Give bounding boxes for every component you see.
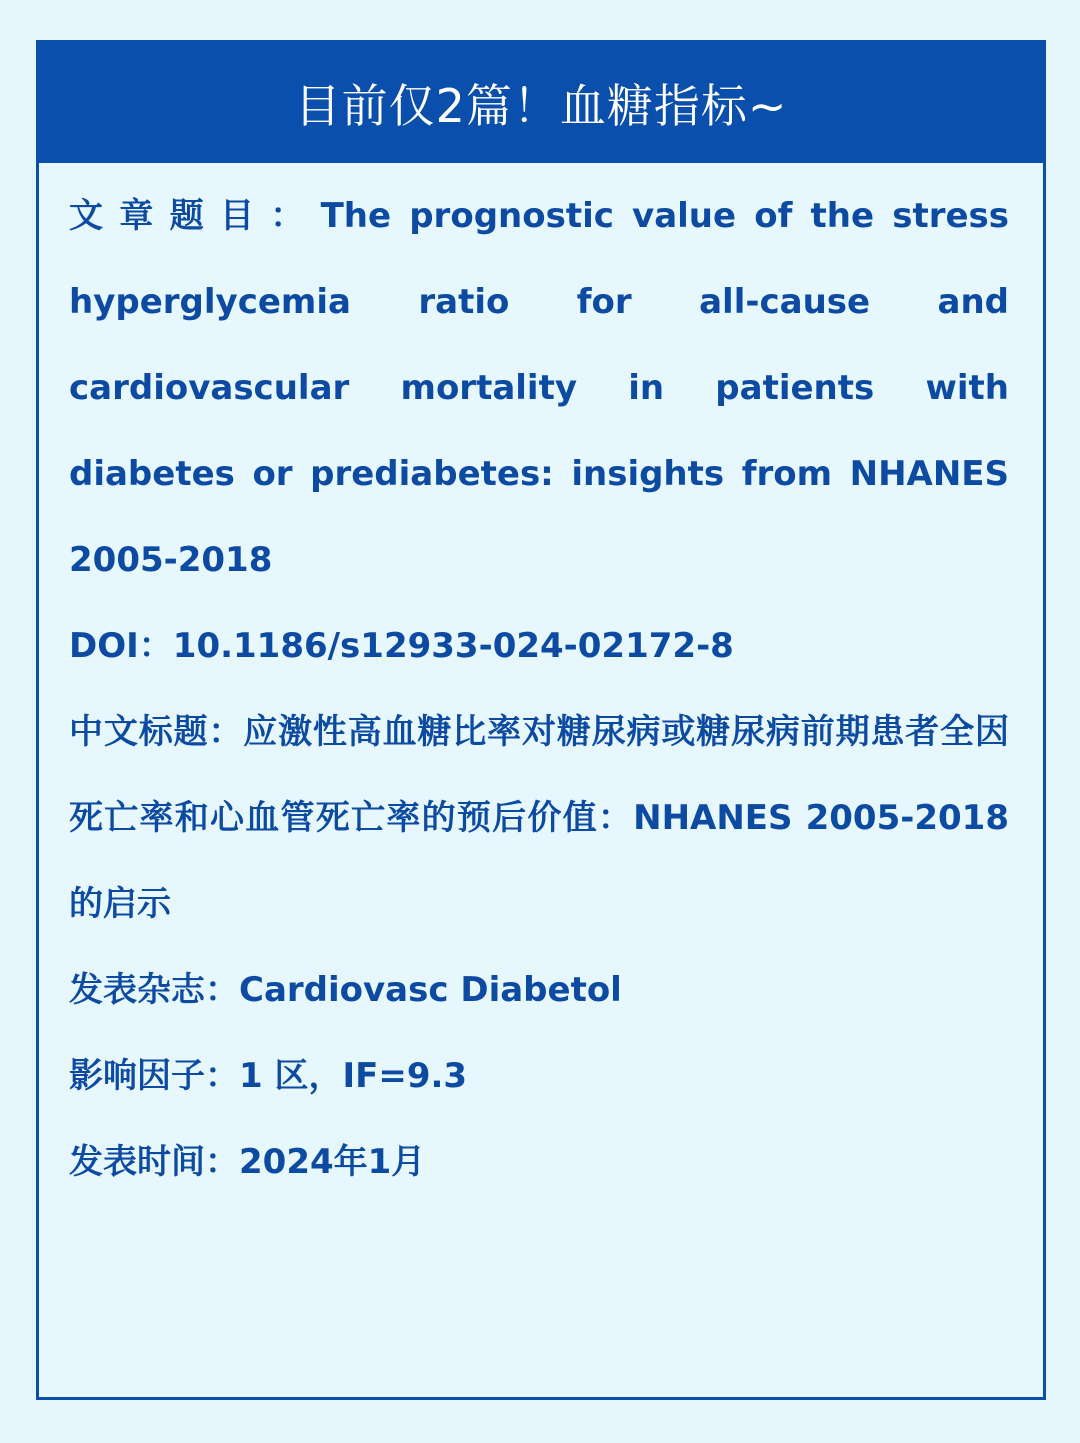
journal-value: Cardiovasc Diabetol [239,970,622,1010]
publish-date-label: 发表时间： [69,1142,239,1182]
article-title-block [69,173,1009,603]
article-title-label: 文章题目： [69,196,321,236]
doi-row [69,603,1009,689]
doi-value: 10.1186/s12933-024-02172-8 [172,626,734,666]
journal-label: 发表杂志： [69,970,239,1010]
header-title: 目前仅2篇！血糖指标~ [294,79,788,133]
chinese-title-block [69,689,1009,947]
publish-date-value: 2024年1月 [239,1142,426,1182]
chinese-title-text: 应激性高血糖比率对糖尿病或糖尿病前期患者全因死亡率和心血管死亡率的预后价值：NHANES 2005-2018 的启示 [69,712,1010,924]
publish-date-row [69,1119,1009,1205]
doi-label: DOI： [69,626,173,666]
chinese-title-label: 中文标题： [69,712,244,752]
impact-factor-row [69,1033,1009,1119]
header-banner [39,43,1043,163]
impact-factor-label: 影响因子： [69,1056,239,1096]
article-card [36,40,1046,1400]
article-title-text: The prognostic value of the stress hyperglycemia ratio for all-cause and cardiovascular mortality in patients with diabetes or prediabetes: insights from NHANES 2005-2018 [69,196,1010,580]
journal-row [69,947,1009,1033]
article-info [69,173,1009,1205]
impact-factor-value: 1 区，IF=9.3 [239,1056,468,1096]
